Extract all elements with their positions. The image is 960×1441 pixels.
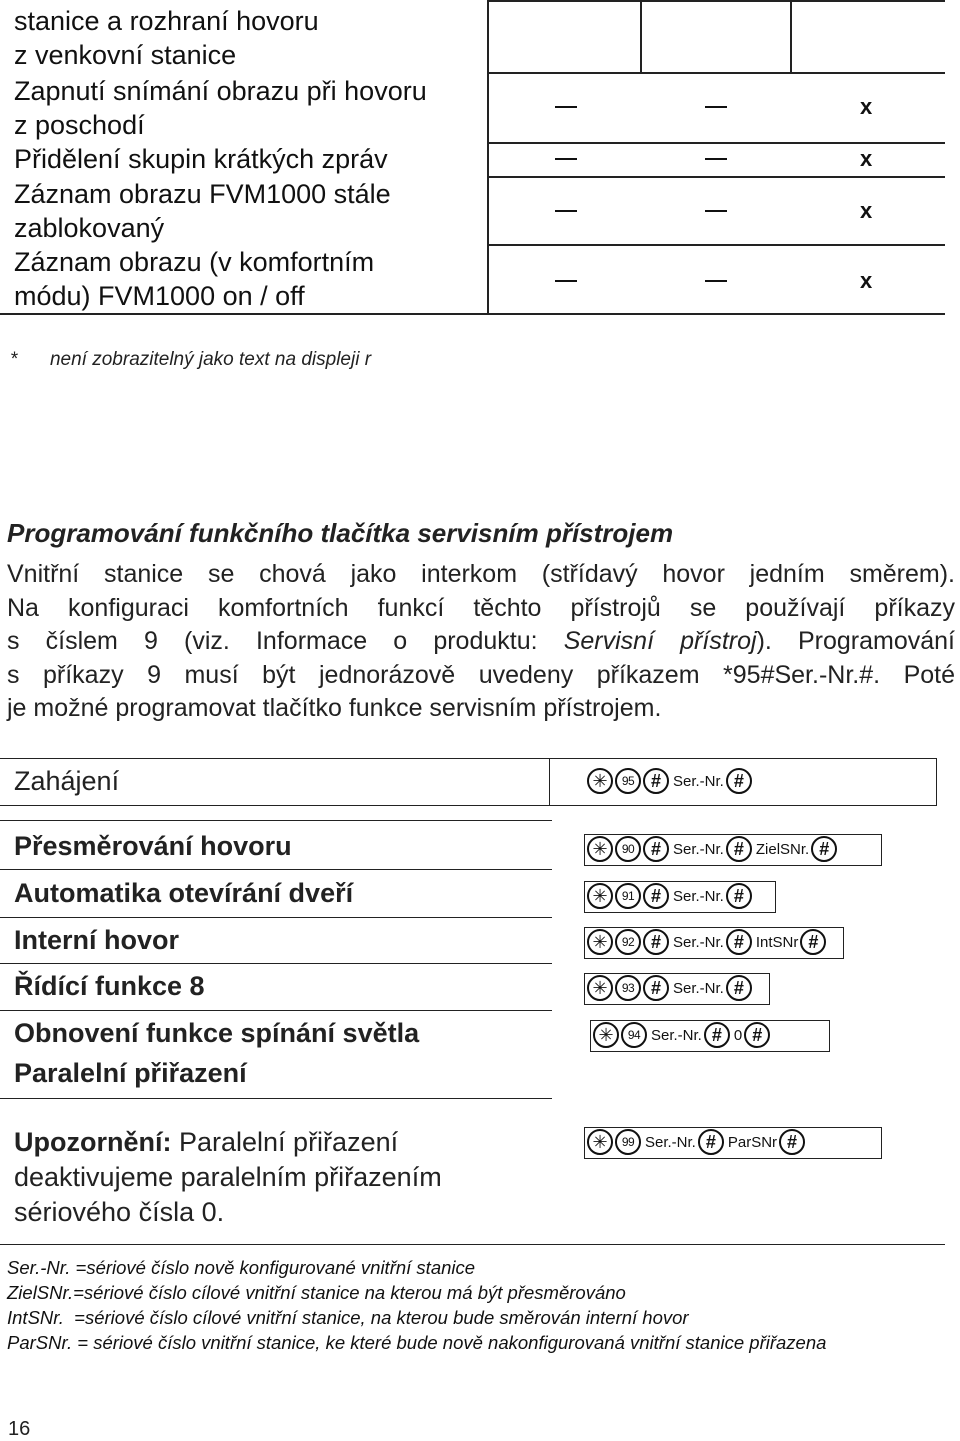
hash-key-icon: # bbox=[726, 975, 752, 1001]
hash-key-icon: # bbox=[643, 836, 669, 862]
row-label-line: Zapnutí snímání obrazu při hovoru bbox=[14, 76, 427, 106]
hash-key-icon: # bbox=[643, 768, 669, 794]
hash-key-icon: # bbox=[726, 768, 752, 794]
section-paragraph bbox=[7, 558, 955, 726]
dash-mark bbox=[705, 106, 727, 108]
legend-item bbox=[7, 1255, 826, 1280]
row-divider bbox=[0, 820, 552, 821]
row-label-line: Záznam obrazu (v komfortním bbox=[14, 247, 375, 277]
number-key-icon: 99 bbox=[615, 1129, 641, 1155]
key-sequence-internal bbox=[587, 927, 828, 957]
hash-key-icon: # bbox=[779, 1129, 805, 1155]
table-row-label bbox=[14, 177, 391, 245]
int-snr-label: IntSNr bbox=[755, 933, 799, 951]
footnote-text: není zobrazitelný jako text na displeji r bbox=[49, 349, 372, 370]
x-mark: x bbox=[860, 146, 873, 171]
ziel-snr-label: ZielSNr. bbox=[755, 840, 810, 858]
key-sequence-door bbox=[587, 881, 754, 911]
footnote-mark: * bbox=[10, 349, 18, 370]
legend-abbr: ParSNr. bbox=[7, 1332, 73, 1353]
row-divider bbox=[0, 869, 552, 870]
table-row-divider bbox=[0, 805, 937, 806]
table-row-label bbox=[14, 245, 374, 313]
star-key-icon: ✳ bbox=[587, 836, 613, 862]
par-snr-label: ParSNr bbox=[727, 1133, 778, 1151]
row-divider bbox=[0, 963, 552, 964]
ser-nr-label: Ser.-Nr. bbox=[645, 1133, 696, 1151]
page-number: 16 bbox=[8, 1418, 31, 1440]
hash-key-icon: # bbox=[800, 929, 826, 955]
dash-mark bbox=[555, 210, 577, 212]
hash-key-icon: # bbox=[811, 836, 837, 862]
command-internal-label: Interní hovor bbox=[14, 925, 180, 955]
row-divider bbox=[0, 1010, 552, 1011]
star-key-icon: ✳ bbox=[587, 929, 613, 955]
warning-text: Paralelní přiřazení bbox=[171, 1127, 399, 1157]
row-label-line: zablokovaný bbox=[14, 213, 165, 243]
row-label-line: z venkovní stanice bbox=[14, 40, 237, 70]
paragraph-text: ). Programování bbox=[756, 627, 955, 655]
hash-key-icon: # bbox=[643, 929, 669, 955]
x-mark: x bbox=[860, 198, 873, 223]
legend-item bbox=[7, 1305, 826, 1330]
row-label-line: z poschodí bbox=[14, 110, 145, 140]
dash-mark bbox=[555, 158, 577, 160]
x-mark: x bbox=[860, 94, 873, 119]
number-key-icon: 91 bbox=[615, 883, 641, 909]
row-divider bbox=[0, 917, 552, 918]
table-top-border bbox=[487, 0, 945, 2]
table-row-label bbox=[14, 74, 427, 142]
row-divider bbox=[0, 1098, 552, 1099]
command-redirect-label: Přesměrování hovoru bbox=[14, 831, 292, 861]
hash-key-icon: # bbox=[704, 1022, 730, 1048]
warning-note bbox=[14, 1125, 442, 1230]
warning-line bbox=[14, 1125, 442, 1160]
star-key-icon: ✳ bbox=[587, 883, 613, 909]
hash-key-icon: # bbox=[744, 1022, 770, 1048]
row-label-line: Záznam obrazu FVM1000 stále bbox=[14, 179, 391, 209]
table-row-label bbox=[14, 4, 319, 72]
number-key-icon: 95 bbox=[615, 768, 641, 794]
ser-nr-label: Ser.-Nr. bbox=[673, 840, 724, 858]
table-top-border bbox=[0, 758, 937, 759]
hash-key-icon: # bbox=[643, 975, 669, 1001]
command-parallel-label: Paralelní přiřazení bbox=[14, 1058, 247, 1088]
star-key-icon: ✳ bbox=[587, 768, 613, 794]
legend-abbr: ZielSNr. bbox=[7, 1282, 74, 1303]
footnote bbox=[10, 349, 371, 371]
dash-mark bbox=[705, 280, 727, 282]
warning-line: deaktivujeme paralelním přiřazením bbox=[14, 1162, 442, 1192]
key-sequence-control bbox=[587, 973, 754, 1003]
table-column-divider bbox=[487, 0, 489, 314]
legend-text: = sériové číslo vnitřní stanice, ke které bude nově nakonfigurovaná vnitřní stanice přiřazena bbox=[72, 1332, 827, 1353]
hash-key-icon: # bbox=[726, 836, 752, 862]
table-column-divider bbox=[549, 758, 550, 806]
paragraph-line: Na konfiguraci komfortních funkcí těchto přístrojů se používají příkazy bbox=[7, 593, 955, 622]
table-right-border bbox=[936, 758, 937, 806]
table-column-divider bbox=[640, 0, 642, 72]
legend-text: =sériové číslo nově konfigurované vnitřní stanice bbox=[70, 1257, 476, 1278]
warning-label: Upozornění: bbox=[14, 1127, 172, 1157]
ser-nr-label: Ser.-Nr. bbox=[673, 887, 724, 905]
paragraph-line: Vnitřní stanice se chová jako interkom (střídavý hovor jedním směrem). bbox=[7, 560, 955, 588]
warning-line: sériového čísla 0. bbox=[14, 1197, 225, 1227]
legend-text: =sériové číslo cílové vnitřní stanice na kterou má být přesměrováno bbox=[73, 1282, 626, 1303]
legend-abbr: Ser.-Nr. bbox=[7, 1257, 71, 1278]
product-reference: Servisní přístroj bbox=[563, 627, 757, 655]
key-sequence-redirect bbox=[587, 834, 839, 864]
dash-mark bbox=[555, 280, 577, 282]
zero-label: 0 bbox=[733, 1026, 743, 1044]
command-control-label: Řídící funkce 8 bbox=[14, 971, 205, 1001]
row-label-line: Přidělení skupin krátkých zpráv bbox=[14, 144, 388, 174]
ser-nr-label: Ser.-Nr. bbox=[673, 772, 724, 790]
ser-nr-label: Ser.-Nr. bbox=[651, 1026, 702, 1044]
key-sequence-light bbox=[593, 1020, 772, 1050]
number-key-icon: 93 bbox=[615, 975, 641, 1001]
hash-key-icon: # bbox=[643, 883, 669, 909]
legend-abbr: IntSNr. bbox=[7, 1307, 64, 1328]
dash-mark bbox=[705, 210, 727, 212]
table-column-divider bbox=[790, 0, 792, 72]
table-row-divider bbox=[487, 72, 945, 74]
table-row-divider bbox=[487, 142, 945, 144]
table-row-divider bbox=[487, 176, 945, 178]
number-key-icon: 90 bbox=[615, 836, 641, 862]
hash-key-icon: # bbox=[726, 883, 752, 909]
number-key-icon: 94 bbox=[621, 1022, 647, 1048]
star-key-icon: ✳ bbox=[593, 1022, 619, 1048]
paragraph-line: je možné programovat tlačítko funkce servisním přístrojem. bbox=[7, 694, 662, 722]
dash-mark bbox=[555, 106, 577, 108]
row-label-line: stanice a rozhraní hovoru bbox=[14, 6, 319, 36]
command-start-label: Zahájení bbox=[14, 766, 120, 796]
paragraph-line: s příkazy 9 musí být jednorázově uvedeny příkazem *95#Ser.-Nr.#. Poté bbox=[7, 660, 955, 689]
section-heading: Programování funkčního tlačítka servisním přístrojem bbox=[7, 518, 674, 548]
key-sequence-start bbox=[587, 766, 754, 796]
table-row-divider bbox=[487, 244, 945, 246]
legend-text: =sériové číslo cílové vnitřní stanice, na kterou bude směrován interní hovor bbox=[63, 1307, 689, 1328]
paragraph-line bbox=[7, 625, 955, 659]
star-key-icon: ✳ bbox=[587, 1129, 613, 1155]
legend-item bbox=[7, 1280, 826, 1305]
table-bottom-border bbox=[0, 313, 945, 315]
row-label-line: módu) FVM1000 on / off bbox=[14, 281, 305, 311]
x-mark: x bbox=[860, 268, 873, 293]
paragraph-text: s číslem 9 (viz. Informace o produktu: bbox=[7, 627, 564, 655]
table-bottom-border bbox=[0, 1244, 945, 1245]
abbreviation-legend bbox=[7, 1255, 826, 1355]
hash-key-icon: # bbox=[698, 1129, 724, 1155]
ser-nr-label: Ser.-Nr. bbox=[673, 933, 724, 951]
dash-mark bbox=[705, 158, 727, 160]
command-door-label: Automatika otevírání dveří bbox=[14, 878, 354, 908]
table-row-label bbox=[14, 142, 388, 176]
ser-nr-label: Ser.-Nr. bbox=[673, 979, 724, 997]
legend-item bbox=[7, 1330, 826, 1355]
hash-key-icon: # bbox=[726, 929, 752, 955]
command-light-label: Obnovení funkce spínání světla bbox=[14, 1018, 420, 1048]
key-sequence-parallel bbox=[587, 1127, 807, 1157]
star-key-icon: ✳ bbox=[587, 975, 613, 1001]
number-key-icon: 92 bbox=[615, 929, 641, 955]
